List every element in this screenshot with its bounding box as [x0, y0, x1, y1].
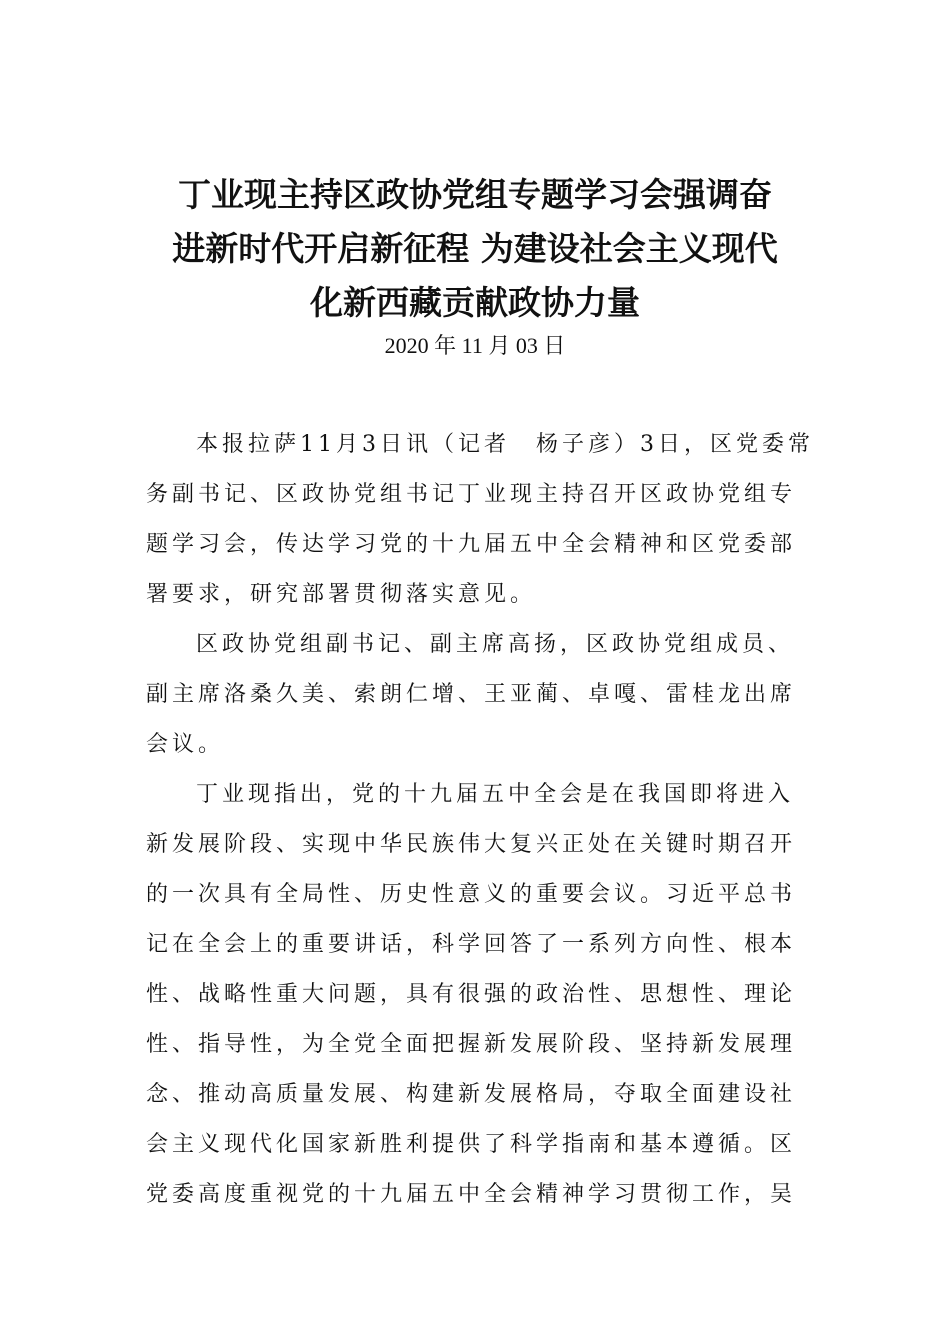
paragraph-line: 本报拉萨11月3日讯（记者 杨子彦）3日，区党委常 [196, 432, 814, 457]
title-line: 化新西藏贡献政协力量 [310, 283, 640, 322]
paragraph [146, 770, 806, 1220]
paragraph-line: 党委高度重视党的十九届五中全会精神学习贯彻工作，吴 [146, 1182, 797, 1207]
article-body [146, 420, 814, 1220]
title-line: 丁业现主持区政协党组专题学习会强调奋 [178, 175, 772, 214]
paragraph-line: 务副书记、区政协党组书记丁业现主持召开区政协党组专 [146, 482, 797, 507]
paragraph-line: 新发展阶段、实现中华民族伟大复兴正处在关键时期召开 [146, 832, 797, 857]
paragraph-line: 记在全会上的重要讲话，科学回答了一系列方向性、根本 [146, 932, 797, 957]
paragraph-line: 丁业现指出，党的十九届五中全会是在我国即将进入 [196, 782, 795, 807]
paragraph-line: 副主席洛桑久美、索朗仁增、王亚蔺、卓嘎、雷桂龙出席 [146, 682, 797, 707]
paragraph-line: 署要求，研究部署贯彻落实意见。 [146, 582, 537, 607]
title-line: 进新时代开启新征程 为建设社会主义现代 [172, 229, 778, 268]
paragraph-line: 性、战略性重大问题，具有很强的政治性、思想性、理论 [146, 982, 797, 1007]
paragraph-line: 题学习会，传达学习党的十九届五中全会精神和区党委部 [146, 532, 797, 557]
paragraph-line: 区政协党组副书记、副主席高扬，区政协党组成员、 [196, 632, 795, 657]
paragraph-line: 会主义现代化国家新胜利提供了科学指南和基本遵循。区 [146, 1132, 797, 1157]
paragraph [146, 620, 806, 770]
paragraph-line: 性、指导性，为全党全面把握新发展阶段、坚持新发展理 [146, 1032, 797, 1057]
paragraph-line: 会议。 [146, 732, 225, 757]
paragraph-line: 的一次具有全局性、历史性意义的重要会议。习近平总书 [146, 882, 797, 907]
paragraph [146, 420, 814, 620]
paragraph-line: 念、推动高质量发展、构建新发展格局，夺取全面建设社 [146, 1082, 797, 1107]
publish-date: 2020 年 11 月 03 日 [384, 333, 566, 358]
article-title [140, 168, 810, 330]
